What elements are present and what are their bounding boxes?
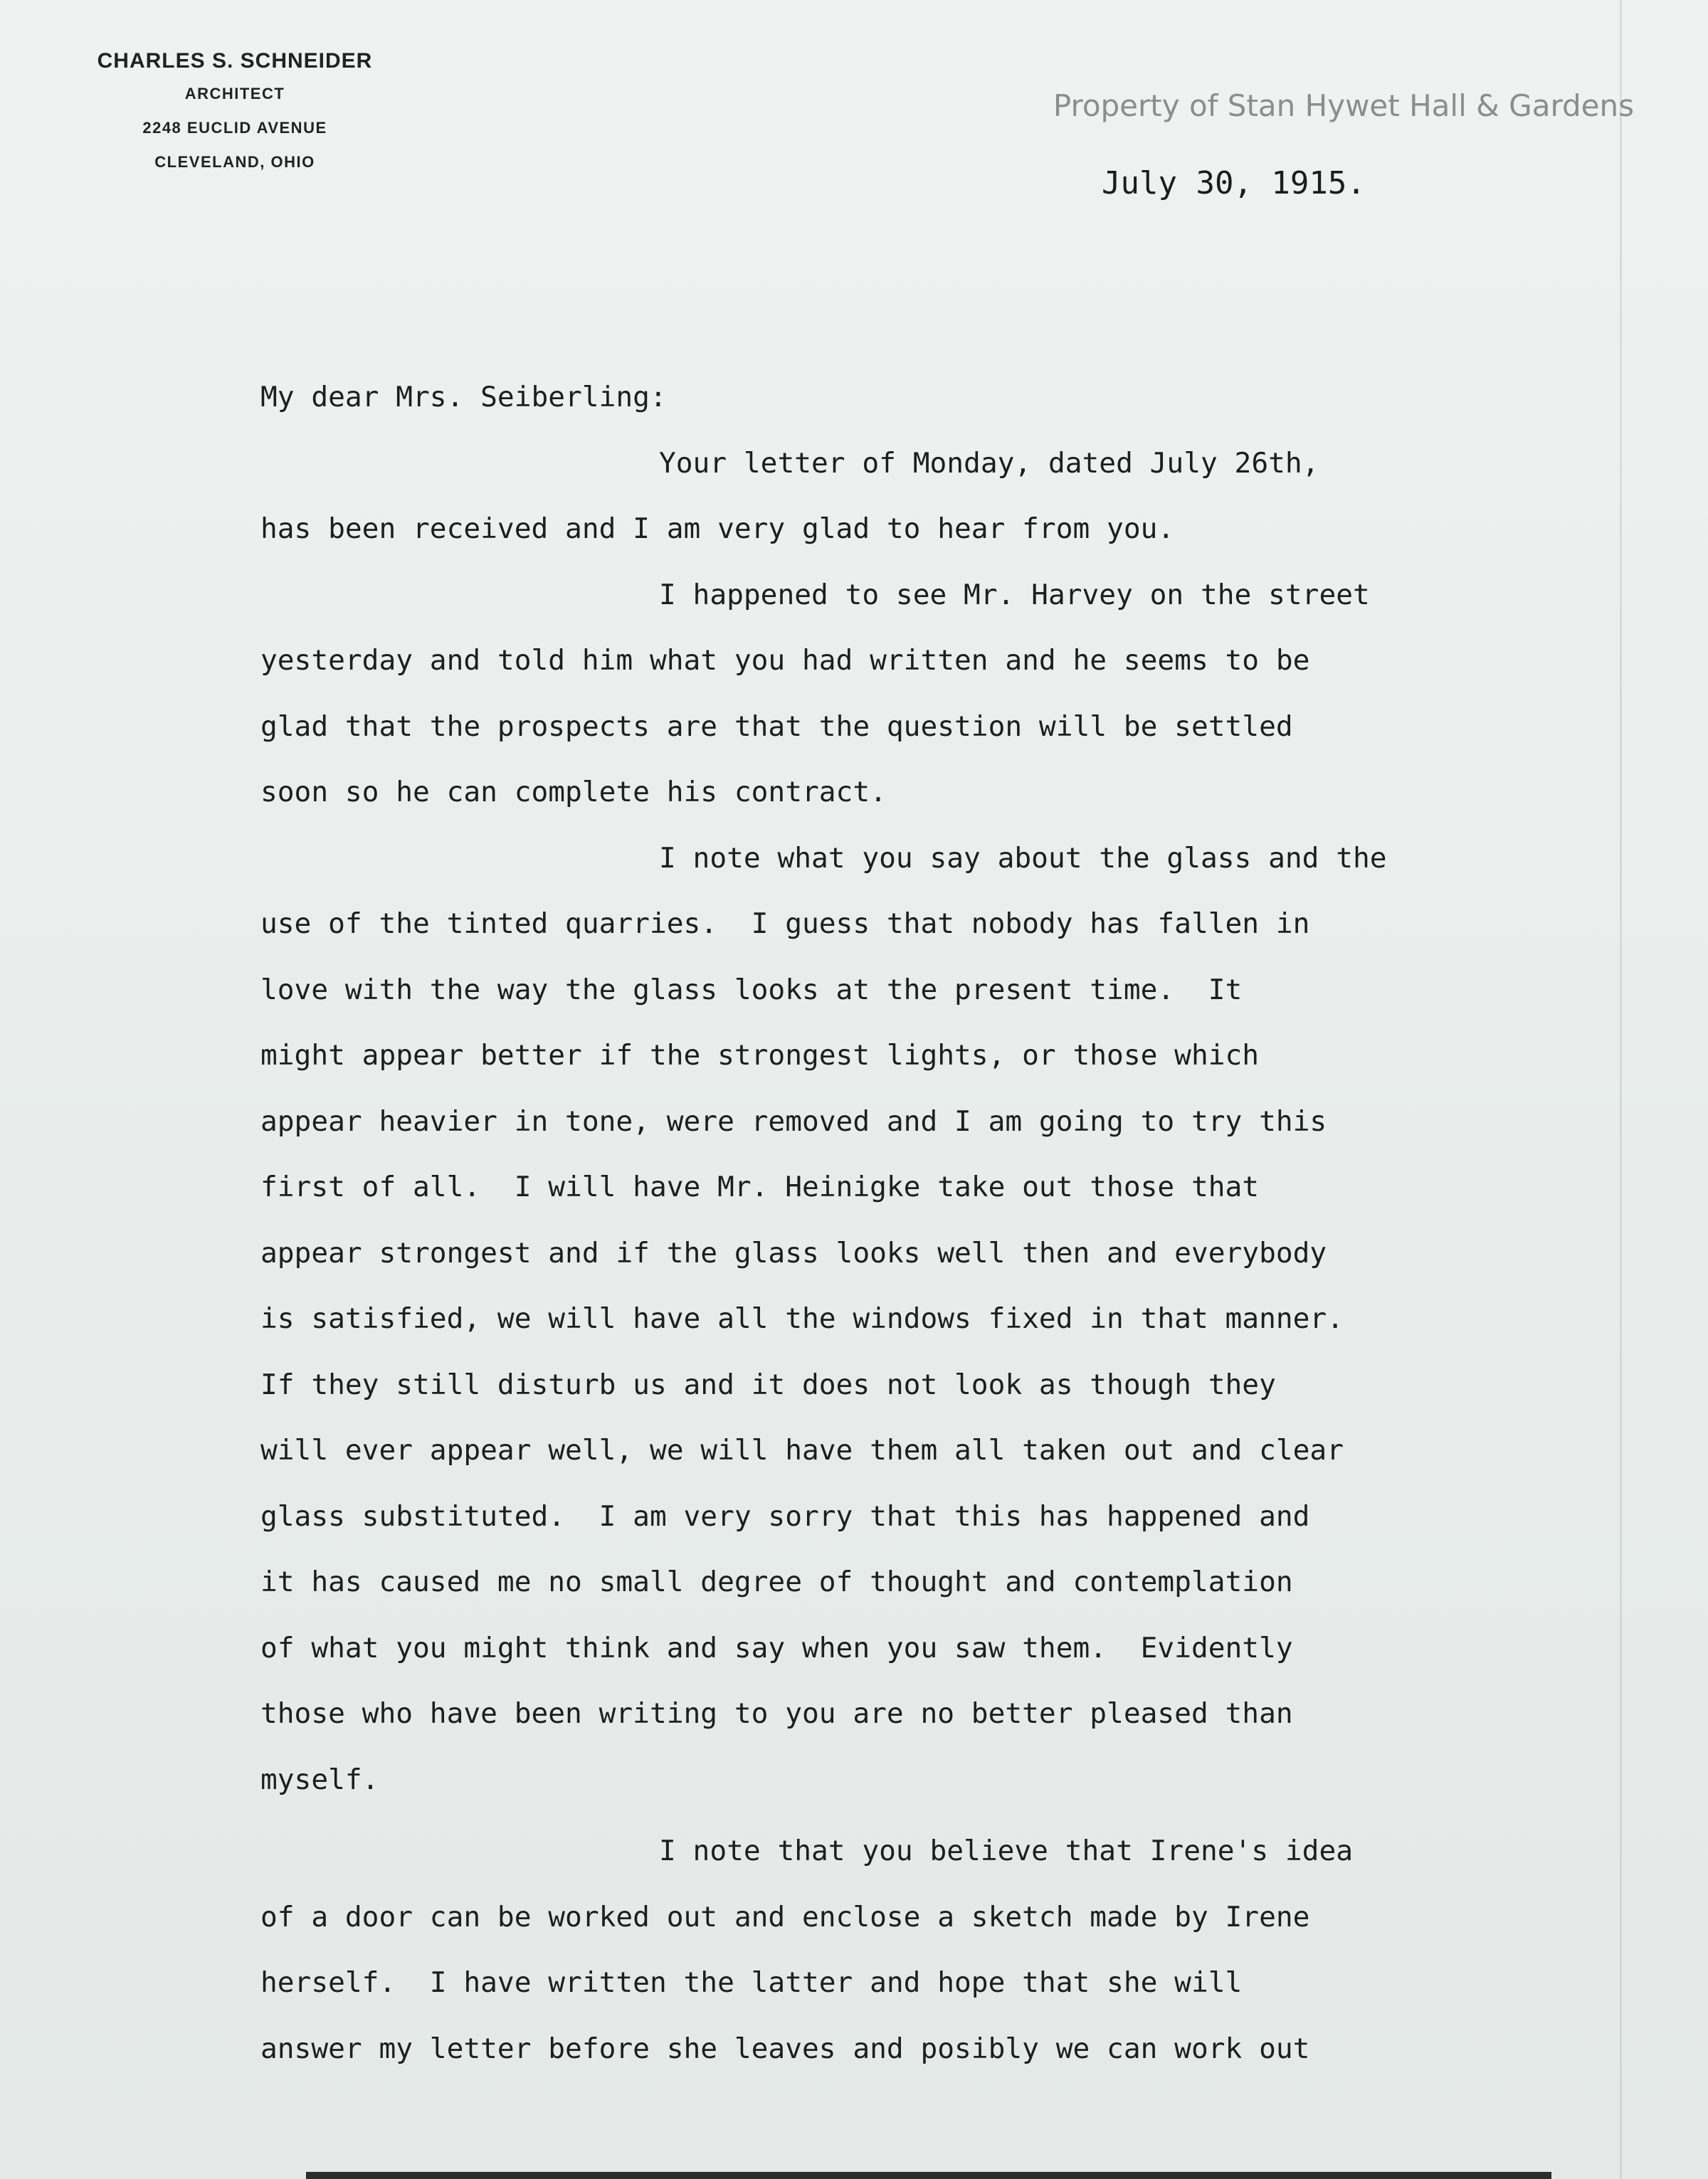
letter-body <box>260 364 1541 2082</box>
body-line: appear strongest and if the glass looks well then and everybody <box>260 1236 1327 1270</box>
letterhead <box>43 46 427 179</box>
paper-fold-line <box>1620 0 1622 2179</box>
letterhead-city: CLEVELAND, OHIO <box>154 153 315 171</box>
body-line: of what you might think and say when you saw them. Evidently <box>260 1631 1293 1664</box>
body-line: yesterday and told him what you had written and he seems to be <box>260 644 1310 677</box>
body-line: Your letter of Monday, dated July 26th, <box>659 446 1319 480</box>
body-line: love with the way the glass looks at the present time. It <box>260 973 1243 1006</box>
letterhead-name: CHARLES S. SCHNEIDER <box>97 49 373 73</box>
body-line: those who have been writing to you are no better pleased than <box>260 1697 1293 1730</box>
body-line: glass substituted. I am very sorry that this has happened and <box>260 1499 1310 1533</box>
letterhead-address: 2248 EUCLID AVENUE <box>142 119 327 137</box>
body-line: will ever appear well, we will have them all taken out and clear <box>260 1434 1344 1467</box>
next-page-edge <box>306 2172 1551 2179</box>
body-line: I note what you say about the glass and the <box>659 841 1387 875</box>
body-line: first of all. I will have Mr. Heinigke take out those that <box>260 1171 1260 1203</box>
body-line: soon so he can complete his contract. <box>260 776 887 808</box>
letter-date: July 30, 1915. <box>1102 165 1366 201</box>
body-line: might appear better if the strongest lights, or those which <box>260 1039 1260 1072</box>
property-watermark: Property of Stan Hywet Hall & Gardens <box>1053 88 1634 123</box>
body-line: of a door can be worked out and enclose a sketch made by Irene <box>260 1900 1310 1933</box>
body-line: myself. <box>260 1763 379 1796</box>
body-line: I note that you believe that Irene's idea <box>659 1835 1354 1867</box>
body-line: use of the tinted quarries. I guess that nobody has fallen in <box>260 907 1310 940</box>
salutation: My dear Mrs. Seiberling: <box>260 381 667 413</box>
body-line: appear heavier in tone, were removed and I am going to try this <box>260 1104 1327 1138</box>
body-line: herself. I have written the latter and hope that she will <box>260 1966 1243 1999</box>
body-line: it has caused me no small degree of thought and contemplation <box>260 1566 1293 1598</box>
body-line: answer my letter before she leaves and posibly we can work out <box>260 2032 1310 2065</box>
body-line: is satisfied, we will have all the windows fixed in that manner. <box>260 1302 1344 1335</box>
letterhead-title: ARCHITECT <box>184 85 285 102</box>
body-line: glad that the prospects are that the question will be settled <box>260 709 1293 743</box>
body-line: I happened to see Mr. Harvey on the street <box>659 578 1370 611</box>
body-line: has been received and I am very glad to hear from you. <box>260 512 1175 545</box>
body-line: If they still disturb us and it does not look as though they <box>260 1368 1276 1401</box>
